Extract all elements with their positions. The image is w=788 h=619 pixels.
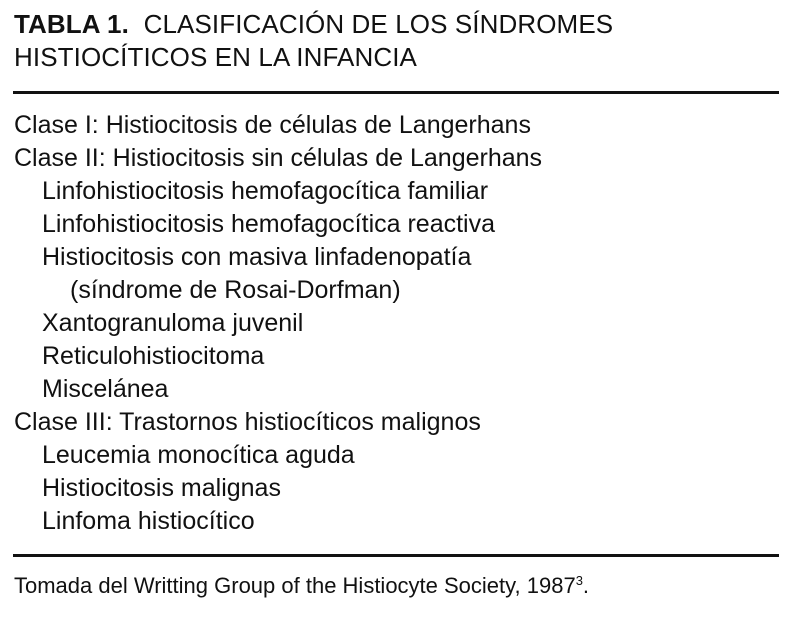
list-item-clase-3: Clase III: Trastornos histiocíticos malignos bbox=[14, 408, 481, 436]
top-rule bbox=[13, 91, 779, 94]
table-footnote bbox=[14, 572, 589, 600]
list-item-continuation: (síndrome de Rosai-Dorfman) bbox=[70, 276, 401, 304]
table-title-line1: CLASIFICACIÓN DE LOS SÍNDROMES bbox=[143, 9, 614, 39]
list-item: Linfoma histiocítico bbox=[42, 507, 255, 535]
list-item: Linfohistiocitosis hemofagocítica reactiva bbox=[42, 210, 496, 238]
table-label: TABLA 1. bbox=[14, 9, 129, 39]
list-item: Histiocitosis malignas bbox=[42, 474, 281, 502]
bottom-rule bbox=[13, 554, 779, 557]
classification-list bbox=[14, 109, 774, 538]
list-item-clase-2: Clase II: Histiocitosis sin células de Langerhans bbox=[14, 144, 543, 172]
footnote-text: Tomada del Writting Group of the Histiocyte Society, 1987 bbox=[14, 573, 576, 598]
footnote-end: . bbox=[582, 573, 590, 598]
list-item-clase-1: Clase I: Histiocitosis de células de Langerhans bbox=[14, 111, 531, 139]
list-item: Histiocitosis con masiva linfadenopatía bbox=[42, 243, 472, 271]
list-item: Linfohistiocitosis hemofagocítica familiar bbox=[42, 177, 489, 205]
footnote-reference: 3 bbox=[575, 573, 583, 588]
list-item: Miscelánea bbox=[42, 375, 169, 403]
list-item: Reticulohistiocitoma bbox=[42, 342, 265, 370]
list-item: Xantogranuloma juvenil bbox=[42, 309, 304, 337]
table-title-line2: HISTIOCÍTICOS EN LA INFANCIA bbox=[14, 42, 417, 72]
table-title bbox=[14, 8, 774, 74]
list-item: Leucemia monocítica aguda bbox=[42, 441, 355, 469]
